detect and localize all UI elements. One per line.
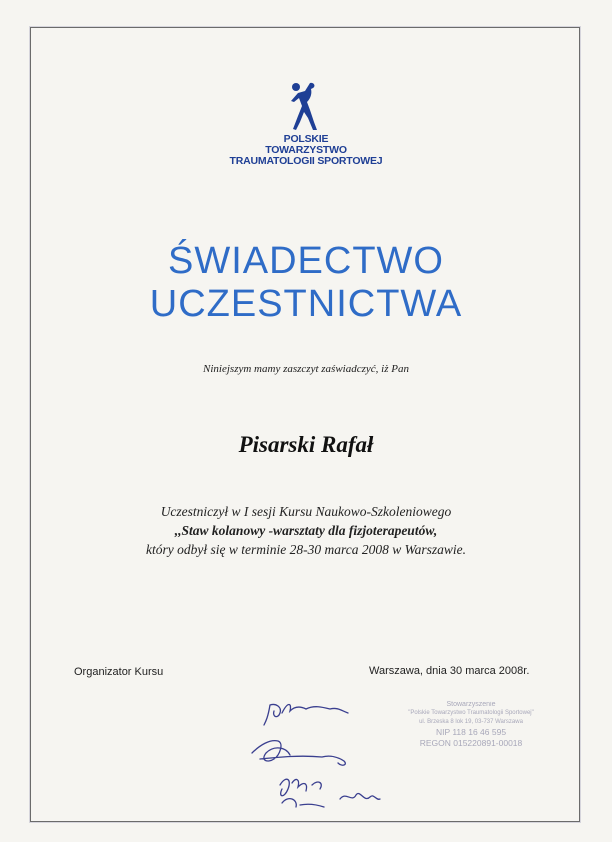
course-line-3: który odbył się w terminie 28-30 marca 2008 w Warszawie. [146, 542, 466, 557]
stamp-regon: REGON 015220891-00018 [419, 738, 523, 748]
stamp-line-3: ul. Brzeska 8 lok 19, 03-737 Warszawa [419, 719, 523, 725]
place-date: Warszawa, dnia 30 marca 2008r. [369, 665, 530, 677]
organization-logo [0, 80, 612, 167]
recipient-name: Pisarski Rafał [238, 432, 374, 457]
handwritten-signatures [230, 695, 390, 820]
course-description [0, 502, 612, 559]
organization-stamp [376, 700, 566, 749]
organizer-label: Organizator Kursu [74, 666, 164, 678]
discus-thrower-icon [286, 80, 326, 132]
course-line-1: Uczestniczył w I sesji Kursu Naukowo-Szkoleniowego [160, 504, 452, 519]
logo-text [0, 134, 612, 167]
logo-line-1: POLSKIE [283, 133, 329, 145]
intro-text: Niniejszym mamy zaszczyt zaświadczyć, iż Pan [203, 363, 409, 375]
logo-line-3: TRAUMATOLOGII SPORTOWEJ [229, 155, 383, 167]
stamp-line-1: Stowarzyszenie [446, 701, 496, 708]
stamp-nip: NIP 118 16 46 595 [435, 727, 507, 737]
logo-line-2: TOWARZYSTWO [265, 144, 347, 156]
course-title: ,,Staw kolanowy -warsztaty dla fizjoterapeutów, [174, 523, 438, 538]
certificate-title-line-2: UCZESTNICTWA [149, 283, 463, 325]
certificate-title-line-1: ŚWIADECTWO [168, 240, 444, 282]
stamp-line-2: "Polskie Towarzystwo Traumatologii Sportowej" [408, 710, 534, 716]
